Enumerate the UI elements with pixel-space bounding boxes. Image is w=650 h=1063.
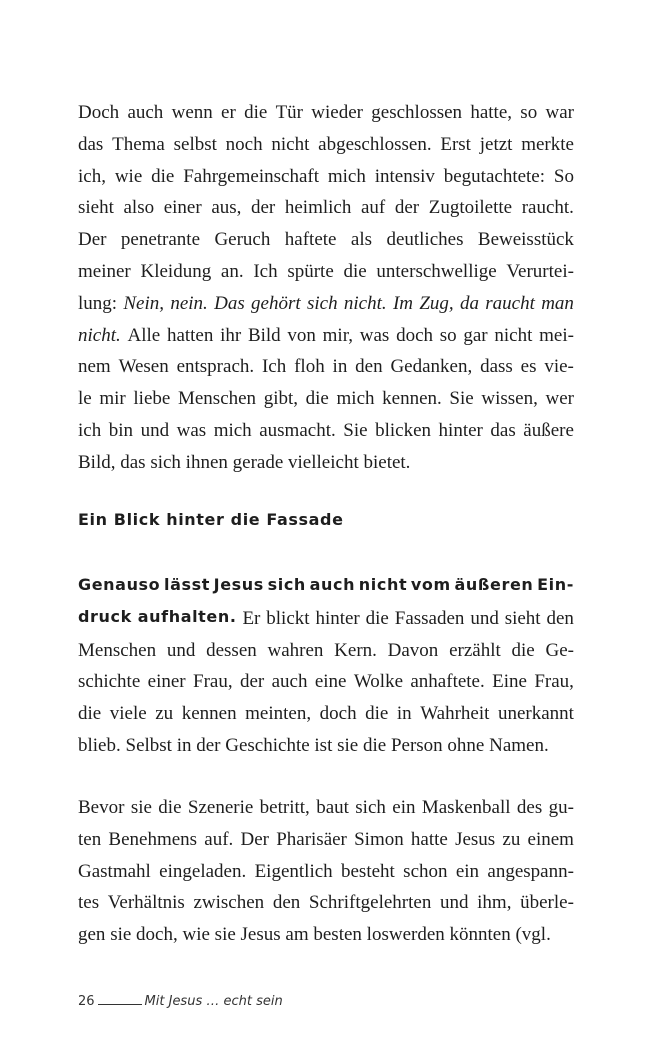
word: (vgl. bbox=[515, 924, 551, 945]
word: nein. bbox=[170, 293, 208, 314]
word: blicken bbox=[375, 420, 432, 441]
word: die bbox=[158, 797, 182, 818]
text-line bbox=[78, 925, 574, 944]
word: da bbox=[459, 293, 479, 314]
word: er bbox=[221, 102, 236, 123]
text-line bbox=[78, 389, 574, 408]
text-line bbox=[78, 798, 574, 817]
word: tes bbox=[78, 892, 100, 913]
word: Simon bbox=[354, 829, 404, 850]
word: Bild, bbox=[78, 452, 116, 473]
text-line bbox=[78, 103, 574, 122]
text-line bbox=[78, 577, 574, 593]
word: in bbox=[332, 356, 348, 377]
word: begutachtete: bbox=[443, 166, 546, 187]
word: raucht bbox=[485, 293, 535, 314]
word: mir, bbox=[322, 325, 354, 346]
word: Geruch bbox=[214, 229, 271, 250]
word: die bbox=[343, 261, 367, 282]
word: schon bbox=[403, 861, 448, 882]
word: man bbox=[541, 293, 574, 314]
word: Beweisstück bbox=[477, 229, 574, 250]
word: wissen, bbox=[481, 388, 538, 409]
word: sieht bbox=[504, 608, 541, 629]
word: wie bbox=[182, 924, 210, 945]
word: Er bbox=[242, 608, 261, 629]
word: haftete bbox=[284, 229, 337, 250]
text-line bbox=[78, 609, 574, 628]
word: Nein, bbox=[123, 293, 165, 314]
text-line bbox=[78, 736, 574, 755]
word: Alle bbox=[127, 325, 161, 346]
word: Thema bbox=[112, 134, 165, 155]
word: Verurtei- bbox=[506, 261, 574, 282]
word: auf bbox=[360, 197, 386, 218]
word: hatte, bbox=[470, 102, 513, 123]
word: abgeschlossen. bbox=[318, 134, 432, 155]
word: überle- bbox=[520, 892, 574, 913]
word: Selbst bbox=[125, 735, 172, 756]
word: zu bbox=[502, 829, 521, 850]
word: den bbox=[546, 608, 574, 629]
word: penetrante bbox=[120, 229, 201, 250]
text-line bbox=[78, 230, 574, 249]
word: auf. bbox=[204, 829, 234, 850]
text-line bbox=[78, 262, 574, 281]
word: in bbox=[176, 735, 192, 756]
word: sie bbox=[110, 924, 132, 945]
word: Fassaden bbox=[394, 608, 465, 629]
text-line bbox=[78, 294, 574, 313]
text-line bbox=[78, 453, 574, 472]
word: einem bbox=[527, 829, 574, 850]
word: lässt bbox=[163, 575, 210, 594]
word: Zug, bbox=[419, 293, 454, 314]
word: Erst bbox=[440, 134, 471, 155]
word: doch, bbox=[136, 924, 178, 945]
word: lung: bbox=[78, 293, 118, 314]
word: einer bbox=[163, 197, 202, 218]
word: von bbox=[287, 325, 316, 346]
word: ten bbox=[78, 829, 102, 850]
word: sich bbox=[355, 797, 386, 818]
word: raucht. bbox=[521, 197, 574, 218]
word: betritt, bbox=[259, 797, 310, 818]
word: deutliches bbox=[386, 229, 464, 250]
word: nicht bbox=[271, 134, 310, 155]
word: Ich bbox=[261, 356, 287, 377]
word: der bbox=[251, 197, 276, 218]
word: meinten, bbox=[245, 703, 312, 724]
word: viele bbox=[109, 703, 147, 724]
word: mir bbox=[99, 388, 126, 409]
word: dass bbox=[480, 356, 513, 377]
word: zwischen bbox=[193, 892, 265, 913]
word: sieht bbox=[78, 197, 114, 218]
word: ihm, bbox=[477, 892, 512, 913]
word: ohne bbox=[447, 735, 485, 756]
word: sich bbox=[267, 575, 306, 594]
word: merkte bbox=[521, 134, 574, 155]
word: gu- bbox=[548, 797, 574, 818]
word: am bbox=[285, 924, 309, 945]
word: und bbox=[470, 608, 499, 629]
word: erzählt bbox=[449, 640, 501, 661]
word: die bbox=[511, 640, 535, 661]
word: Bevor bbox=[78, 797, 125, 818]
word: vie- bbox=[544, 356, 574, 377]
word: Frau, bbox=[534, 671, 574, 692]
word: Maskenball bbox=[421, 797, 511, 818]
footer-rule bbox=[98, 994, 142, 1005]
word: le bbox=[78, 388, 92, 409]
word: das bbox=[120, 452, 146, 473]
word: Menschen bbox=[177, 388, 257, 409]
word: Fahrgemeinschaft bbox=[183, 166, 319, 187]
word: noch bbox=[225, 134, 263, 155]
word: Menschen bbox=[78, 640, 157, 661]
word: ich bbox=[78, 420, 102, 441]
word: unterschwellige bbox=[376, 261, 497, 282]
word: nicht bbox=[494, 325, 533, 346]
word: wieder bbox=[311, 102, 363, 123]
word: intensiv bbox=[374, 166, 435, 187]
word: und bbox=[166, 640, 196, 661]
word: Gastmahl bbox=[78, 861, 151, 882]
word: was bbox=[359, 325, 390, 346]
word: geschlossen bbox=[371, 102, 463, 123]
word: aus, bbox=[211, 197, 242, 218]
word: Jesus bbox=[455, 829, 496, 850]
word: Der bbox=[78, 229, 107, 250]
word: Jesus bbox=[213, 575, 264, 594]
word: zu bbox=[155, 703, 174, 724]
word: Pharisäer bbox=[276, 829, 347, 850]
text-line bbox=[78, 862, 574, 881]
word: Sie bbox=[449, 388, 474, 409]
word: die bbox=[151, 166, 175, 187]
word: kennen. bbox=[382, 388, 442, 409]
word: ausmacht. bbox=[259, 420, 336, 441]
running-title: Mit Jesus … echt sein bbox=[144, 994, 283, 1009]
word: auch bbox=[271, 671, 308, 692]
word: sie bbox=[214, 924, 236, 945]
word: bin bbox=[108, 420, 134, 441]
word: nem bbox=[78, 356, 111, 377]
word: anhaftete. bbox=[410, 671, 485, 692]
word: an. bbox=[220, 261, 244, 282]
word: äußere bbox=[523, 420, 574, 441]
word: die bbox=[305, 388, 329, 409]
word: sie bbox=[337, 735, 359, 756]
word: äußeren bbox=[454, 575, 534, 594]
word: So bbox=[553, 166, 574, 187]
page-number: 26 bbox=[78, 994, 95, 1009]
word: Eine bbox=[492, 671, 527, 692]
word: Das bbox=[214, 293, 245, 314]
word: floh bbox=[294, 356, 325, 377]
word: druck bbox=[78, 607, 132, 626]
word: wenn bbox=[171, 102, 213, 123]
word: hinter bbox=[438, 420, 483, 441]
word: auch bbox=[127, 102, 164, 123]
word: ist bbox=[314, 735, 333, 756]
word: vielleicht bbox=[288, 452, 359, 473]
text-line bbox=[78, 135, 574, 154]
word: spürte bbox=[287, 261, 334, 282]
word: loswerden bbox=[366, 924, 445, 945]
word: angespann- bbox=[487, 861, 574, 882]
word: gerade bbox=[232, 452, 284, 473]
word: Zugtoilette bbox=[428, 197, 513, 218]
word: baut bbox=[316, 797, 349, 818]
word: Schriftgelehrten bbox=[308, 892, 432, 913]
word: Frau, bbox=[193, 671, 233, 692]
word: Bild bbox=[247, 325, 281, 346]
word: also bbox=[123, 197, 155, 218]
word: Wahrheit bbox=[420, 703, 490, 724]
word: den bbox=[355, 356, 383, 377]
word: mich bbox=[213, 420, 252, 441]
word: in bbox=[396, 703, 412, 724]
word: die bbox=[365, 703, 389, 724]
word: Benehmens bbox=[108, 829, 198, 850]
word: Wolke bbox=[353, 671, 403, 692]
word: blickt bbox=[266, 608, 310, 629]
word: besteht bbox=[341, 861, 395, 882]
word: nicht. bbox=[343, 293, 387, 314]
word: heimlich bbox=[284, 197, 352, 218]
word: Namen. bbox=[489, 735, 549, 756]
word: eingeladen. bbox=[159, 861, 247, 882]
word: wie bbox=[114, 166, 143, 187]
text-line bbox=[78, 167, 574, 186]
word: sich bbox=[150, 452, 181, 473]
word: Kern. bbox=[334, 640, 377, 661]
word: Person bbox=[390, 735, 443, 756]
word: des bbox=[516, 797, 543, 818]
text-line bbox=[78, 672, 574, 691]
word: Eigentlich bbox=[254, 861, 333, 882]
word: Verhältnis bbox=[107, 892, 185, 913]
text-line bbox=[78, 830, 574, 849]
word: einer bbox=[147, 671, 186, 692]
word: ein bbox=[392, 797, 416, 818]
word: Gedanken, bbox=[390, 356, 473, 377]
word: Szenerie bbox=[187, 797, 254, 818]
word: nicht. bbox=[78, 325, 121, 346]
word: meiner bbox=[78, 261, 131, 282]
word: wer bbox=[545, 388, 574, 409]
word: auch bbox=[309, 575, 356, 594]
word: so bbox=[520, 102, 538, 123]
word: Sie bbox=[343, 420, 368, 441]
word: Kleidung bbox=[140, 261, 212, 282]
text-line bbox=[78, 893, 574, 912]
word: Ein- bbox=[537, 575, 574, 594]
word: sie bbox=[130, 797, 152, 818]
word: hatten bbox=[166, 325, 214, 346]
word: schichte bbox=[78, 671, 141, 692]
word: war bbox=[545, 102, 574, 123]
text-line bbox=[78, 421, 574, 440]
word: Der bbox=[240, 829, 269, 850]
word: Im bbox=[392, 293, 414, 314]
word: Ich bbox=[253, 261, 278, 282]
word: das bbox=[490, 420, 516, 441]
word: und bbox=[140, 420, 170, 441]
word: der bbox=[196, 735, 221, 756]
word: besten bbox=[313, 924, 362, 945]
word: Ge- bbox=[545, 640, 574, 661]
word: bietet. bbox=[363, 452, 411, 473]
word: gibt, bbox=[263, 388, 299, 409]
word: ich, bbox=[78, 166, 106, 187]
word: dessen bbox=[206, 640, 257, 661]
word: doch bbox=[396, 325, 433, 346]
word: hatte bbox=[410, 829, 448, 850]
word: Jesus bbox=[240, 924, 281, 945]
text-line bbox=[78, 641, 574, 660]
word: es bbox=[520, 356, 537, 377]
word: so bbox=[439, 325, 457, 346]
word: könnten bbox=[449, 924, 511, 945]
text-line bbox=[78, 704, 574, 723]
word: der bbox=[239, 671, 265, 692]
word: das bbox=[78, 134, 104, 155]
word: Genauso bbox=[78, 575, 161, 594]
word: entsprach. bbox=[176, 356, 255, 377]
word: eine bbox=[314, 671, 347, 692]
word: Wesen bbox=[118, 356, 169, 377]
word: kennen bbox=[181, 703, 237, 724]
word: gen bbox=[78, 924, 106, 945]
word: nicht bbox=[358, 575, 408, 594]
word: Geschichte bbox=[225, 735, 310, 756]
word: was bbox=[176, 420, 207, 441]
word: liebe bbox=[133, 388, 171, 409]
word: den bbox=[272, 892, 301, 913]
text-line bbox=[78, 326, 574, 345]
word: selbst bbox=[173, 134, 217, 155]
word: und bbox=[439, 892, 469, 913]
word: mich bbox=[336, 388, 375, 409]
page-footer bbox=[78, 994, 283, 1008]
word: aufhalten. bbox=[137, 607, 237, 626]
word: mich bbox=[327, 166, 366, 187]
word: als bbox=[350, 229, 373, 250]
word: ein bbox=[455, 861, 480, 882]
word: Doch bbox=[78, 102, 120, 123]
word: jetzt bbox=[479, 134, 513, 155]
word: mei- bbox=[539, 325, 574, 346]
word: gehört bbox=[251, 293, 301, 314]
word: die bbox=[365, 608, 389, 629]
word: hinter bbox=[315, 608, 360, 629]
word: die bbox=[362, 735, 387, 756]
text-line bbox=[78, 198, 574, 217]
text-line bbox=[78, 357, 574, 376]
word: die bbox=[244, 102, 268, 123]
word: Tür bbox=[275, 102, 304, 123]
word: der bbox=[394, 197, 420, 218]
word: Davon bbox=[387, 640, 439, 661]
word: gar bbox=[463, 325, 488, 346]
word: sich bbox=[306, 293, 338, 314]
word: blieb. bbox=[78, 735, 121, 756]
word: unerkannt bbox=[497, 703, 574, 724]
word: ihnen bbox=[185, 452, 228, 473]
word: wahren bbox=[267, 640, 324, 661]
word: doch bbox=[319, 703, 357, 724]
word: ihr bbox=[220, 325, 242, 346]
word: vom bbox=[410, 575, 451, 594]
word: die bbox=[78, 703, 102, 724]
section-heading: Ein Blick hinter die Fassade bbox=[78, 510, 344, 529]
